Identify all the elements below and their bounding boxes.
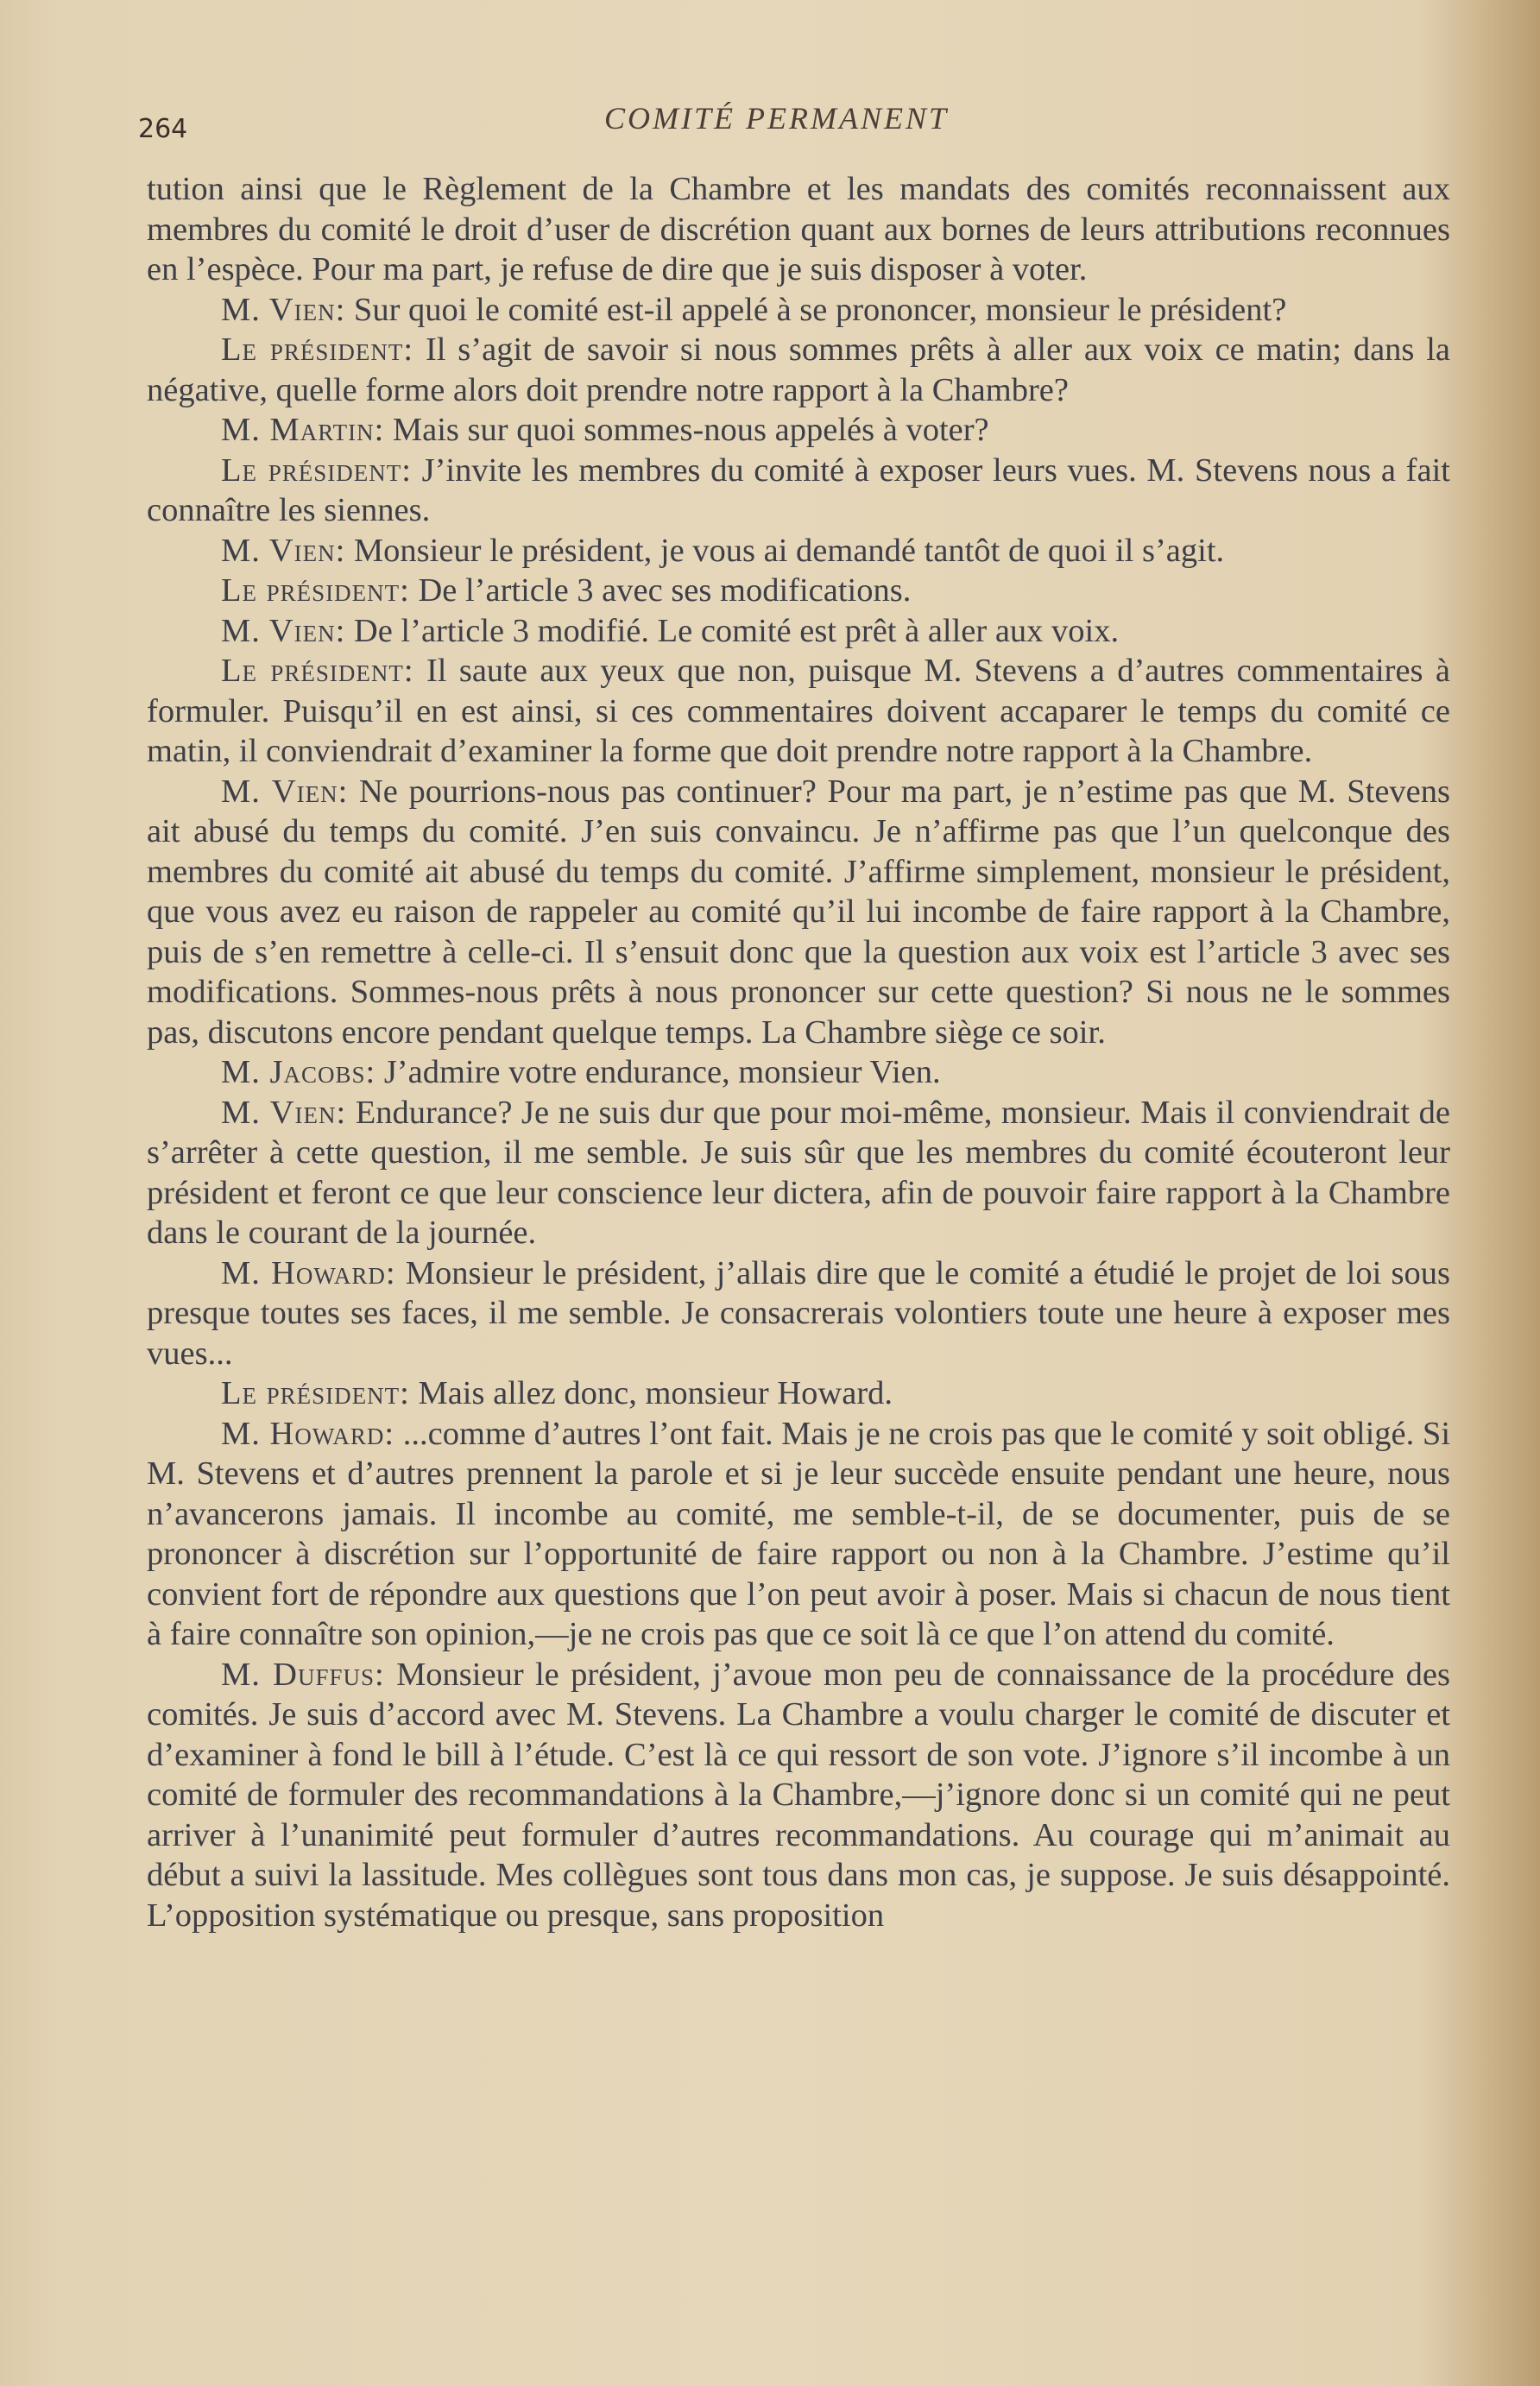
paragraph-text: Il s’agit de savoir si nous sommes prêts à aller aux voix ce matin; dans la négative, quelle forme alors doit prendre notre rapport à la Chambre? [147, 331, 1451, 408]
paragraph-text: Monsieur le président, j’avoue mon peu de connaissance de la procédure des comités. Je suis d’accord avec M. Stevens. La Chambre a voulu charger le comité de discuter et d’examiner à fond le bill à l’étude. C’est là ce qui ressort de son vote. J’ignore s’il incombe à un comité de formuler des recommandations à la Chambre,—j’ignore donc si un comité qui ne peut arriver à l’unanimité peut formuler d’autres recommandations. Au courage qui m’animait au début a suivi la lassitude. Mes collègues sont tous dans mon cas, je suppose. Je suis désappointé. L’opposition systématique ou presque, sans proposition [147, 1656, 1451, 1934]
paragraph [147, 1052, 1450, 1093]
paragraph [147, 571, 1450, 611]
paragraph-text: Monsieur le président, j’allais dire que le comité a étudié le projet de loi sous presque toutes ses faces, il me semble. Je consacrerais volontiers toute une heure à exposer mes vues... [147, 1254, 1450, 1372]
paragraph-text: Endurance? Je ne suis dur que pour moi-même, monsieur. Mais il conviendrait de s’arrêter à cette question, il me semble. Je suis sûr que les membres du comité écouteront leur président et feront ce que leur conscience leur dictera, afin de pouvoir faire rapport à la Chambre dans le courant de la journée. [147, 1094, 1451, 1251]
speaker-name: M. Howard: [221, 1254, 396, 1291]
speaker-name: M. Vien: [221, 612, 346, 649]
paragraph [147, 290, 1450, 331]
paragraph [147, 451, 1450, 531]
speaker-name: Le président: [221, 572, 410, 609]
speaker-name: M. Jacobs: [221, 1054, 376, 1090]
paragraph-text: Il saute aux yeux que non, puisque M. Stevens a d’autres commentaires à formuler. Puisqu’il en est ainsi, si ces commentaires doivent accaparer le temps du comité ce matin, il conviendrait d’examiner la forme que doit prendre notre rapport à la Chambre. [147, 653, 1450, 769]
paragraph [147, 772, 1450, 1053]
paragraph-text: Sur quoi le comité est-il appelé à se prononcer, monsieur le président? [353, 291, 1287, 328]
paragraph-text: Monsieur le président, je vous ai demandé tantôt de quoi il s’agit. [353, 532, 1225, 569]
speaker-name: Le président: [221, 653, 414, 689]
paragraph-text: J’admire votre endurance, monsieur Vien. [383, 1054, 941, 1090]
speaker-name: M. Howard: [221, 1415, 395, 1452]
speaker-name: Le président: [221, 1375, 410, 1411]
speaker-name: M. Martin: [221, 412, 385, 448]
paragraph [147, 1253, 1450, 1374]
paragraph [147, 1093, 1450, 1253]
paragraph-text: ...comme d’autres l’ont fait. Mais je ne crois pas que le comité y soit obligé. Si M. Stevens et d’autres prennent la parole et si je leur succède ensuite pendant une heure, nous n’avancerons jamais. Il incombe au comité, me semble-t-il, de se documenter, puis de se prononcer à discrétion sur l’opportunité de faire rapport ou non à la Chambre. J’estime qu’il convient fort de répondre aux questions que l’on peut avoir à poser. Mais si chacun de nous tient à faire connaître son opinion,—je ne crois pas que ce soit là ce que l’on attend du comité. [147, 1415, 1451, 1652]
paragraph [147, 410, 1450, 451]
running-title: COMITÉ PERMANENT [604, 101, 949, 136]
paragraph [147, 651, 1450, 772]
speaker-name: M. Duffus: [221, 1656, 385, 1693]
paragraph-text: Mais sur quoi sommes-nous appelés à voter? [392, 412, 989, 448]
speaker-name: M. Vien: [221, 1094, 347, 1131]
page-number: 264 [138, 114, 188, 144]
paragraph [147, 531, 1450, 571]
running-header [138, 95, 1467, 147]
paragraph [147, 169, 1450, 290]
paragraph [147, 1414, 1450, 1655]
paragraph [147, 611, 1450, 652]
paragraph-text: De l’article 3 modifié. Le comité est prêt à aller aux voix. [353, 612, 1120, 649]
speaker-name: Le président: [221, 331, 414, 368]
body-text [147, 169, 1450, 1935]
paragraph-text: J’invite les membres du comité à exposer leurs vues. M. Stevens nous a fait connaître les siennes. [147, 451, 1450, 528]
paragraph [147, 330, 1450, 410]
paragraph [147, 1373, 1450, 1414]
speaker-name: Le président: [221, 451, 412, 489]
paragraph-text: Ne pourrions-nous pas continuer? Pour ma part, je n’estime pas que M. Stevens ait abusé du temps du comité. J’en suis convaincu. Je n’affirme pas que l’un quelconque des membres du comité ait abusé du temps du comité. J’affirme simplement, monsieur le président, que vous avez eu raison de rappeler au comité qu’il lui incombe de faire rapport à la Chambre, puis de s’en remettre à celle-ci. Il s’ensuit donc que la question aux voix est l’article 3 avec ses modifications. Sommes-nous prêts à nous prononcer sur cette question? Si nous ne le sommes pas, discutons encore pendant quelque temps. La Chambre siège ce soir. [147, 773, 1450, 1051]
paragraph-text: tution ainsi que le Règlement de la Chambre et les mandats des comités reconnaissent aux membres du comité le droit d’user de discrétion quant aux bornes de leurs attributions reconnues en l’espèce. Pour ma part, je refuse de dire que je suis disposer à voter. [147, 171, 1450, 287]
speaker-name: M. Vien: [221, 532, 346, 569]
speaker-name: M. Vien: [221, 773, 349, 810]
paragraph-text: Mais allez donc, monsieur Howard. [418, 1375, 893, 1411]
speaker-name: M. Vien: [221, 291, 346, 328]
paragraph [147, 1655, 1450, 1936]
paragraph-text: De l’article 3 avec ses modifications. [418, 572, 912, 609]
